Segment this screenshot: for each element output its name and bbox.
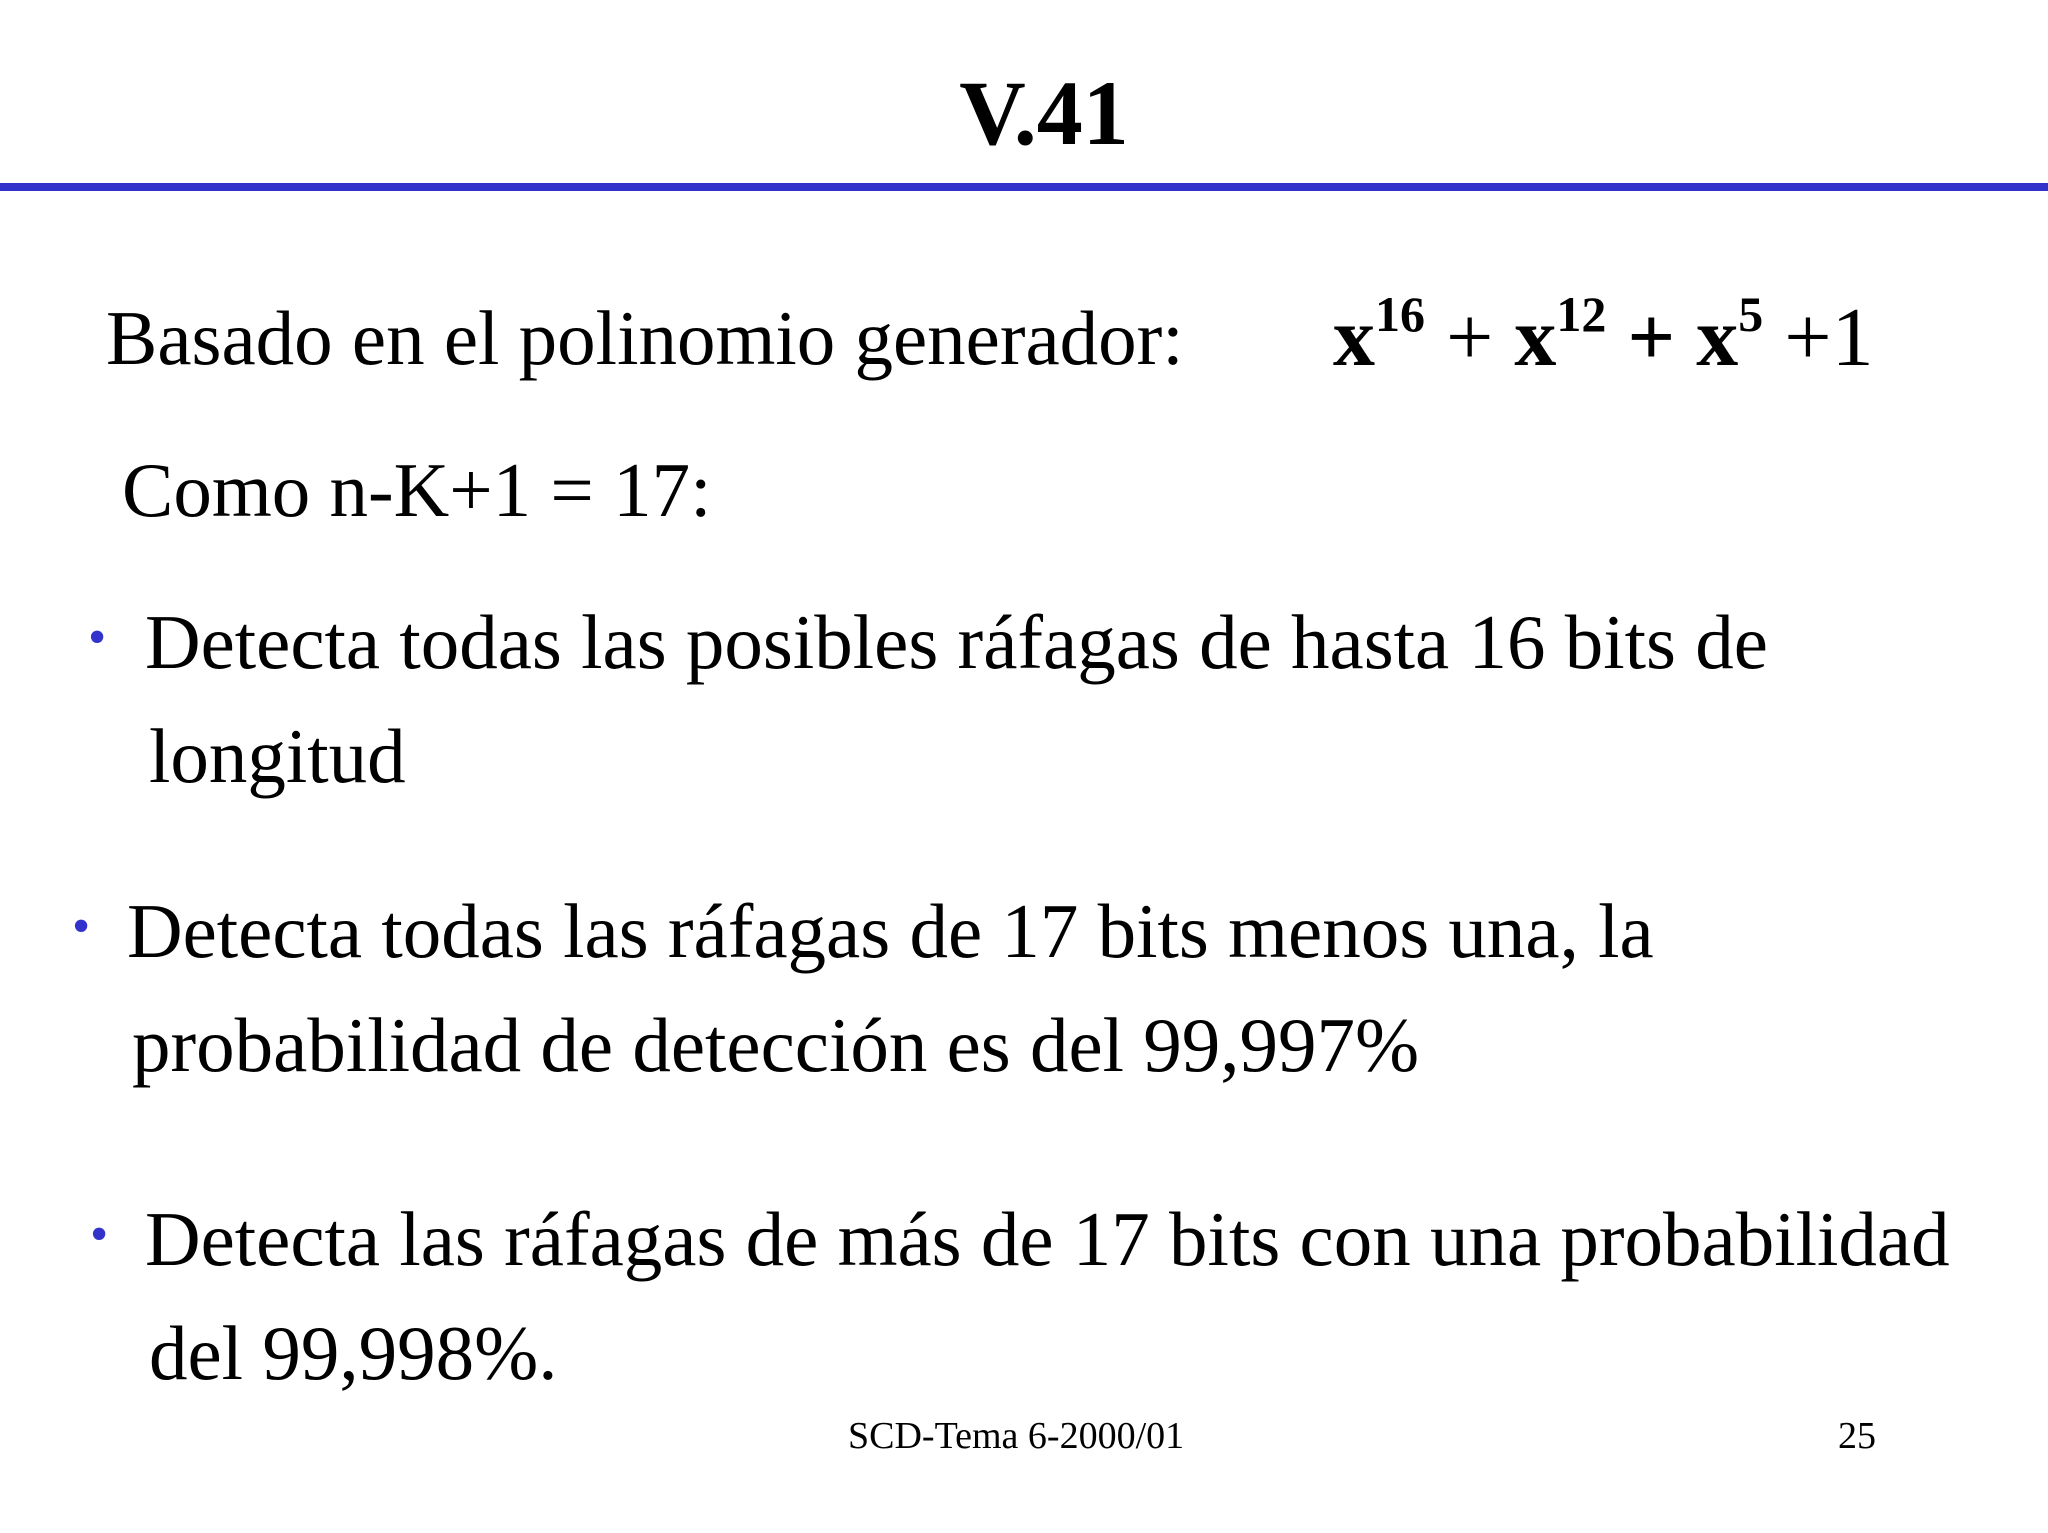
poly-x-1: x (1333, 291, 1375, 384)
bullet-marker-2: • (72, 898, 91, 955)
poly-x-2: x (1514, 291, 1557, 384)
poly-exponent-5: 5 (1738, 286, 1764, 342)
bullet-1-line-1: Detecta todas las posibles ráfagas de hasta 16 bits de (145, 599, 1768, 685)
poly-plus-1: + (1425, 291, 1515, 384)
bullet-3-line-1: Detecta las ráfagas de más de 17 bits con una probabilidad (145, 1196, 1950, 1282)
poly-exponent-16: 16 (1375, 286, 1425, 342)
bullet-2-line-1: Detecta todas las ráfagas de 17 bits menos una, la (127, 888, 1654, 974)
poly-exponent-12: 12 (1556, 286, 1607, 342)
generator-label: Basado en el polinomio generador: (106, 295, 1184, 381)
poly-constant: +1 (1763, 291, 1874, 384)
bullet-1-line-2: longitud (149, 713, 406, 799)
title-divider (0, 183, 2048, 191)
burst-length-line: Como n-K+1 = 17: (122, 447, 712, 533)
generator-polynomial (1333, 286, 1874, 386)
footer-source: SCD-Tema 6-2000/01 (848, 1415, 1185, 1457)
bullet-2-line-2: probabilidad de detección es del 99,997% (132, 1002, 1420, 1088)
bullet-marker-1: • (88, 609, 107, 666)
poly-x-3: x (1696, 291, 1739, 384)
bullet-marker-3: • (90, 1206, 109, 1263)
slide-title: V.41 (959, 62, 1129, 164)
page-number: 25 (1838, 1415, 1876, 1457)
bullet-3-line-2: del 99,998%. (149, 1310, 558, 1396)
poly-plus-2: + (1606, 291, 1697, 384)
